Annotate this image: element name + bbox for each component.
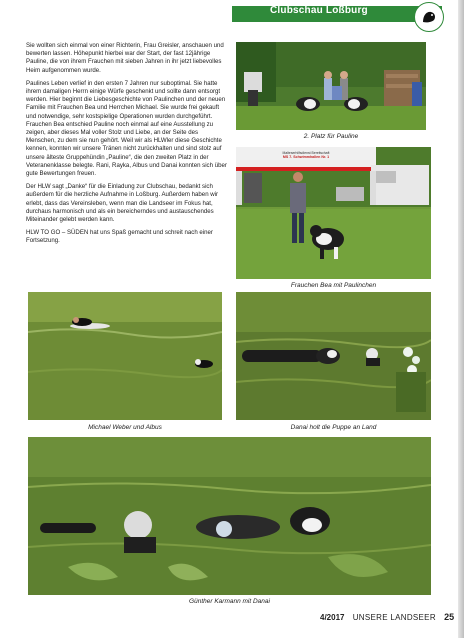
paragraph: HLW TO GO – SÜDEN hat uns Spaß gemacht und schreit nach einer Fortsetzung. xyxy=(26,229,213,245)
paragraph: Der HLW sagt „Danke“ für die Einladung zur Clubschau, bedankt sich außerdem für die herzliche Aufnahme in Loßburg. Außerdem haben wir erlebt, dass das Vereinsleben, wenn man die Landseer im Fokus hat, durchaus harmonisch und als ein bereicherndes und austauschendes Miteinander gelebt werden kann. xyxy=(26,183,219,224)
photo-caption: Danai holt die Puppe an Land xyxy=(290,424,377,431)
photo-caption: Frauchen Bea mit Paulinchen xyxy=(290,282,377,289)
paragraph: Sie wollten sich einmal von einer Richterin, Frau Greisler, anschauen und bewerten lassen. Höhepunkt hierbei war der Start, der fast 12jährige Pauline, die von ihrem Frauchen mit sieben Jahren in ihr jetzt liebevolles Heim aufgenommen wurde. xyxy=(26,42,224,74)
photo-pauline-placement xyxy=(236,42,426,130)
photo-bea-paulinchen xyxy=(236,147,431,279)
page-footer xyxy=(320,612,454,622)
section-title: Clubschau Loßburg xyxy=(270,5,368,16)
magazine-name: UNSERE LANDSEER xyxy=(352,613,436,622)
tent-sign: Malteserhilfsdienst Bereitschaft MS 7. Schwimmhallen Nr. 1 xyxy=(282,151,330,159)
photo-caption: Michael Weber und Albus xyxy=(88,424,162,431)
photo-michael-albus xyxy=(28,292,222,420)
paragraph: Paulines Leben verlief in den ersten 7 Jahren nur suboptimal. Sie hatte ihrem damaligen Herrn einige Würfe geschenkt und sollte dann entsorgt werden. Hier beginnt die Liebesgeschichte von Paulinchen und der neuen Familie mit Frauchen Bea und Herrchen Michael. Sie wurde frei gekauft und notwendige, sehr kostspielige Operationen wurden durchgeführt. Frauchen Bea entschied Pauline noch einmal auf eine Ausstellung zu zeigen, aber dieses Mal voller Stolz und Liebe, an der Seite des Menschen, zu dem sie nun gehört. Weil wir als HLWler diese Geschichte kennen, konnten wir unsere Tränen nicht zurückhalten und sind stolz auf unsere älteste Gruppehündin „Pauline“, die den zweiten Platz in der Veteranenklasse belegte. Rani, Rayka, Albus und Danai konnten sich über gute Bewertungen freuen. xyxy=(26,79,227,178)
article-text xyxy=(26,42,228,251)
page-number: 25 xyxy=(444,612,455,622)
page-edge xyxy=(458,0,464,638)
photo-danai-dummy xyxy=(236,292,431,420)
photo-caption: 2. Platz für Pauline xyxy=(303,133,359,140)
photo-guenther-danai xyxy=(28,437,431,595)
photo-caption: Günther Karmann mit Danai xyxy=(189,598,270,605)
issue-number: 4/2017 xyxy=(320,613,345,622)
club-logo xyxy=(414,2,444,32)
